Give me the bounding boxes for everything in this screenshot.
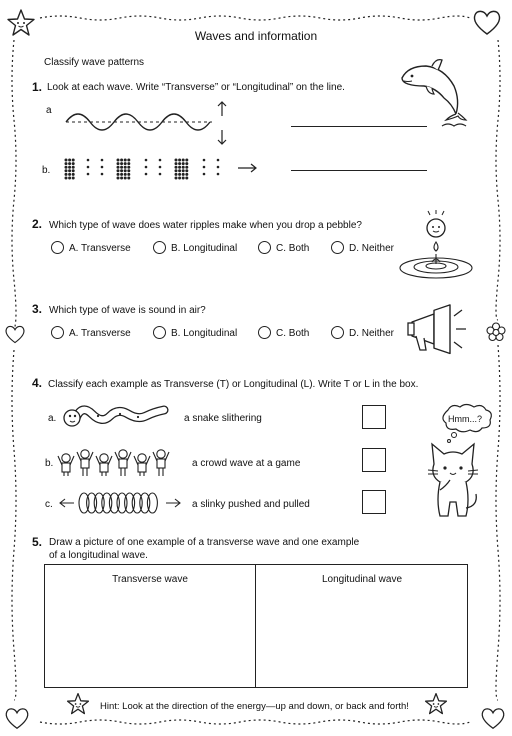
- heart-icon: [4, 706, 30, 730]
- heart-icon: [4, 324, 26, 344]
- q5-prompt-line2: of a longitudinal wave.: [49, 550, 148, 561]
- q3-option-c-radio[interactable]: [258, 326, 271, 339]
- q2-option-c-label: C. Both: [276, 243, 310, 254]
- heart-icon: [480, 706, 506, 730]
- q2-option-b-label: B. Longitudinal: [171, 243, 238, 254]
- q1-prompt: Look at each wave. Write “Transverse” or “Longitudinal” on the line.: [47, 82, 345, 93]
- transverse-wave-diagram: [62, 100, 242, 148]
- q4-item-c-label: c.: [45, 499, 53, 510]
- q2-number: 2.: [32, 217, 43, 231]
- q2-option-b-radio[interactable]: [153, 241, 166, 254]
- q3-option-b-label: B. Longitudinal: [171, 328, 238, 339]
- cat-icon: [424, 436, 482, 526]
- q1-item-b-label: b.: [42, 165, 51, 176]
- q3-option-c-label: C. Both: [276, 328, 310, 339]
- q2-option-d-label: D. Neither: [349, 243, 395, 254]
- q4-prompt: Classify each example as Transverse (T) or Longitudinal (L). Write T or L in the box.: [48, 379, 419, 390]
- q3-option-b-radio[interactable]: [153, 326, 166, 339]
- q4-item-a-text: a snake slithering: [184, 413, 262, 424]
- star-icon: [424, 692, 448, 716]
- page-title: Waves and information: [194, 29, 318, 43]
- q4-answer-box-a[interactable]: [362, 405, 386, 429]
- dolphin-icon: [396, 56, 468, 132]
- q3-prompt: Which type of wave is sound in air?: [49, 305, 206, 316]
- q2-option-a-label: A. Transverse: [69, 243, 131, 254]
- q4-number: 4.: [32, 376, 43, 390]
- q1-answer-line-a[interactable]: [291, 126, 427, 127]
- longitudinal-wave-diagram: [62, 156, 262, 186]
- hint-text: Hint: Look at the direction of the energy—up and down, or back and forth!: [100, 701, 409, 712]
- q3-option-a-radio[interactable]: [51, 326, 64, 339]
- flower-icon: [486, 322, 506, 342]
- q3-option-d-radio[interactable]: [331, 326, 344, 339]
- col-longitudinal-header: Longitudinal wave: [321, 574, 403, 585]
- q2-prompt: Which type of wave does water ripples make when you drop a pebble?: [49, 220, 362, 231]
- q3-option-a-label: A. Transverse: [69, 328, 131, 339]
- people-icon: [58, 444, 178, 478]
- q4-item-a-label: a.: [48, 413, 57, 424]
- q4-answer-box-c[interactable]: [362, 490, 386, 514]
- q4-item-c-text: a slinky pushed and pulled: [192, 499, 310, 510]
- q1-number: 1.: [32, 80, 43, 94]
- q5-number: 5.: [32, 535, 43, 549]
- q2-option-d-radio[interactable]: [331, 241, 344, 254]
- col-transverse-header: Transverse wave: [112, 574, 188, 585]
- thought-bubble-text: Hmm...?: [448, 414, 483, 424]
- megaphone-icon: [404, 304, 468, 356]
- star-icon: [66, 692, 90, 716]
- water-drop-icon: [396, 210, 478, 282]
- q2-option-a-radio[interactable]: [51, 241, 64, 254]
- q1-item-a-label: a: [46, 105, 52, 116]
- q4-item-b-label: b.: [45, 458, 54, 469]
- q3-number: 3.: [32, 302, 43, 316]
- q3-option-d-label: D. Neither: [349, 328, 395, 339]
- drawing-table-divider: [255, 565, 256, 687]
- q5-prompt-line1: Draw a picture of one example of a transverse wave and one example: [49, 537, 360, 548]
- drawing-table: [44, 564, 468, 688]
- q4-item-b-text: a crowd wave at a game: [192, 458, 301, 469]
- q2-option-c-radio[interactable]: [258, 241, 271, 254]
- section-label: Classify wave patterns: [44, 57, 145, 68]
- snake-icon: [62, 400, 172, 432]
- q1-answer-line-b[interactable]: [291, 170, 427, 171]
- q4-answer-box-b[interactable]: [362, 448, 386, 472]
- slinky-icon: [60, 490, 182, 516]
